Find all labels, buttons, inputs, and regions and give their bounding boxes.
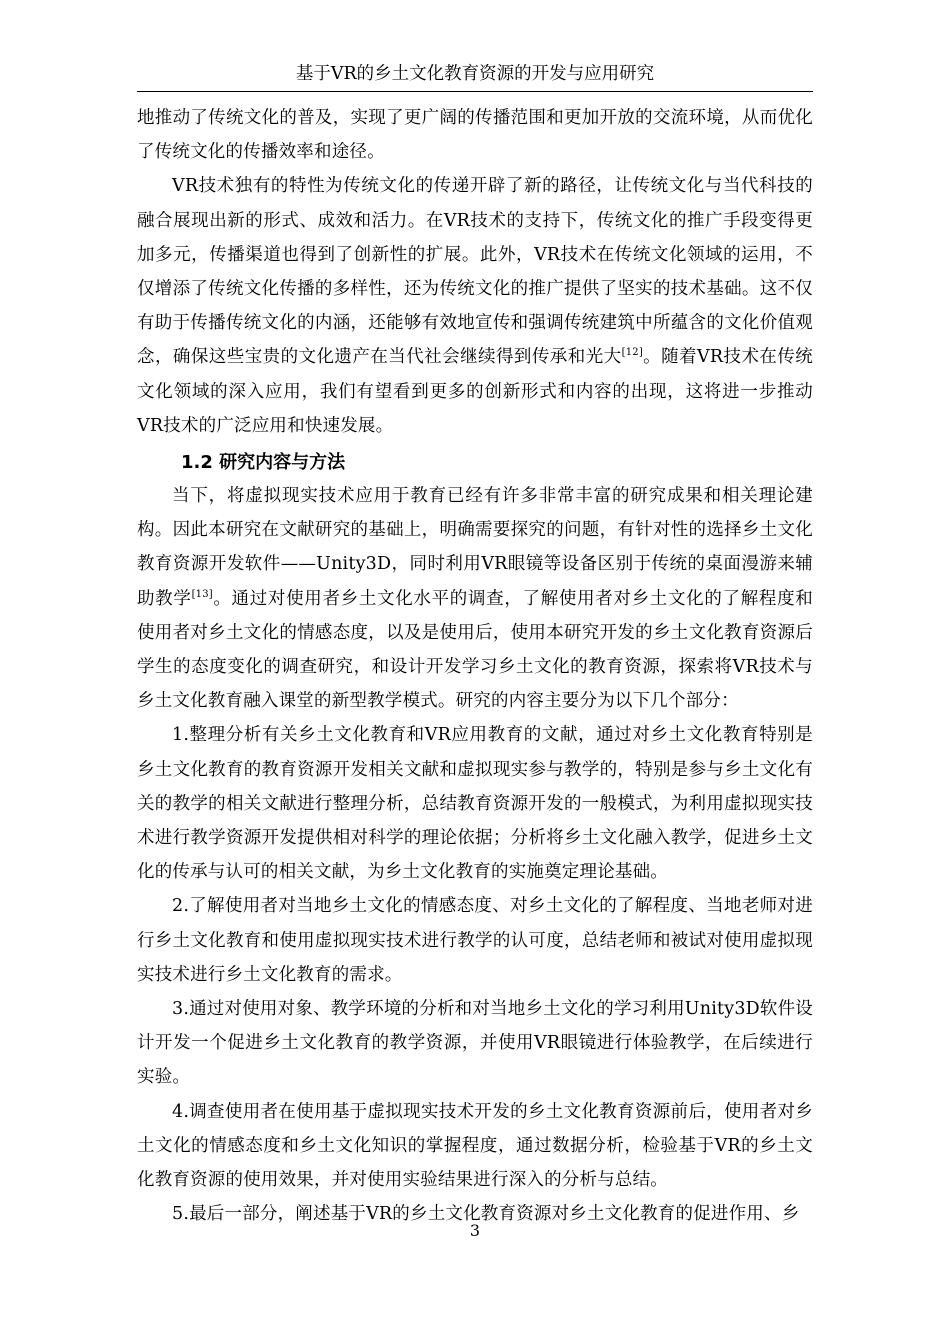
running-header: 基于VR的乡土文化教育资源的开发与应用研究 bbox=[295, 64, 655, 84]
header-rule bbox=[137, 91, 813, 92]
page-number: 3 bbox=[469, 1221, 481, 1240]
body-text bbox=[137, 101, 813, 1232]
citation-13: [13] bbox=[191, 588, 213, 600]
section-heading-1-2: 1.2 研究内容与方法 bbox=[181, 452, 346, 474]
citation-12: [12] bbox=[621, 347, 643, 359]
paragraph-research-intro-part2: 。通过对使用者乡土文化水平的调查，了解使用者对乡土文化的了解程度和使用者对乡土文化的情感态度，以及是使用后，使用本研究开发的乡土文化教育资源后学生的态度变化的调查研究，和设计开发学习乡土文化的教育资源，探索将VR技术与乡土文化教育融入课堂的新型教学模式。研究的内容主要分为以下几个部分： bbox=[137, 588, 813, 712]
paragraph-continued: 地推动了传统文化的普及，实现了更广阔的传播范围和更加开放的交流环境，从而优化了传统文化的传播效率和途径。 bbox=[137, 108, 813, 163]
paragraph-research-intro bbox=[137, 479, 813, 718]
paragraph-research-intro-part1: 当下，将虚拟现实技术应用于教育已经有许多非常丰富的研究成果和相关理论建构。因此本研究在文献研究的基础上，明确需要探究的问题，有针对性的选择乡土文化教育资源开发软件——Unity3D，同时利用VR眼镜等设备区别于传统的桌面漫游来辅助教学 bbox=[137, 486, 813, 609]
list-item-5: 5.最后一部分，阐述基于VR的乡土文化教育资源对乡土文化教育的促进作用、乡 bbox=[172, 1204, 800, 1225]
list-item-2: 2.了解使用者对当地乡土文化的情感态度、对乡土文化的了解程度、当地老师对进行乡土文化教育和使用虚拟现实技术进行教学的认可度，总结老师和被试对使用虚拟现实技术进行乡土文化教育的需求。 bbox=[137, 896, 813, 985]
list-item-4: 4.调查使用者在使用基于虚拟现实技术开发的乡土文化教育资源前后，使用者对乡土文化的情感态度和乡土文化知识的掌握程度，通过数据分析，检验基于VR的乡土文化教育资源的使用效果，并对使用实验结果进行深入的分析与总结。 bbox=[137, 1101, 813, 1191]
paragraph-vr-tradition-part1: VR技术独有的特性为传统文化的传递开辟了新的路径，让传统文化与当代科技的融合展现出新的形式、成效和活力。在VR技术的支持下，传统文化的推广手段变得更加多元，传播渠道也得到了创新性的扩展。此外，VR技术在传统文化领域的运用，不仅增添了传统文化传播的多样性，还为传统文化的推广提供了坚实的技术基础。这不仅有助于传播传统文化的内涵，还能够有效地宣传和强调传统建筑中所蕴含的文化价值观念，确保这些宝贵的文化遗产在当代社会继续得到传承和光大 bbox=[137, 176, 813, 368]
paragraph-vr-tradition bbox=[137, 169, 813, 443]
paragraph-vr-tradition-part2: 。随着VR技术在传统文化领域的深入应用，我们有望看到更多的创新形式和内容的出现，这将进一步推动VR技术的广泛应用和快速发展。 bbox=[137, 347, 813, 436]
list-item-1: 1.整理分析有关乡土文化教育和VR应用教育的文献，通过对乡土文化教育特别是乡土文化教育的教育资源开发相关文献和虚拟现实参与教学的，特别是参与乡土文化有关的教学的相关文献进行整理分析，总结教育资源开发的一般模式，为利用虚拟现实技术进行教学资源开发提供相对科学的理论依据；分析将乡土文化融入教学，促进乡土文化的传承与认可的相关文献，为乡土文化教育的实施奠定理论基础。 bbox=[137, 725, 813, 883]
list-item-3: 3.通过对使用对象、教学环境的分析和对当地乡土文化的学习利用Unity3D软件设计开发一个促进乡土文化教育的教学资源，并使用VR眼镜进行体验教学，在后续进行实验。 bbox=[137, 999, 813, 1088]
